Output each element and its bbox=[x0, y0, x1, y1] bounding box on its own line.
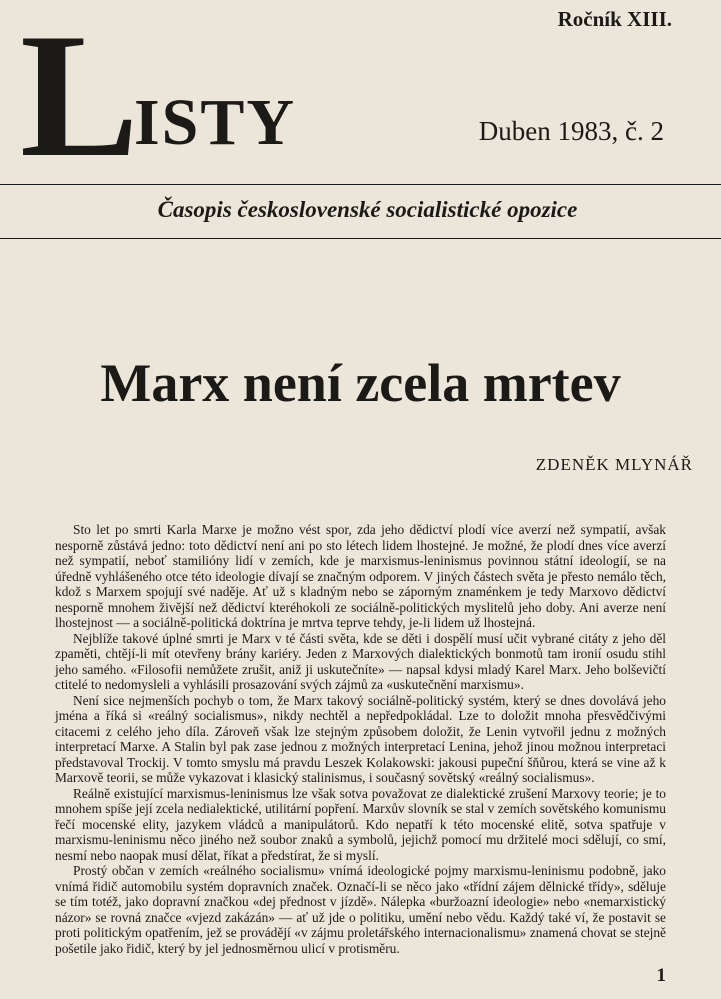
divider-top bbox=[0, 184, 721, 185]
paragraph: Není sice nejmenších pochyb o tom, že Marx takový sociálně-politický systém, který se dnes dovolává jeho jména a říká si «reálný socialismus», nikdy nechtěl a nepředpokládal. Lze to doložit mnoha přesvědčivými citacemi z celého jeho díla. Zároveň však lze stejným způsobem doložit, že Lenin vytvořil jednu z možných interpretací Marxe. A Stalin byl pak zase jednou z možných interpretací Lenina, jehož jinou možnou interpretaci představoval Trockij. V tomto smyslu má pravdu Leszek Kolakowski: jakousi pupeční šňůrou, která se vine až k Marxově teorii, se může vykazovat i klasický stalinismus, i současný sovětský «reálný socialismus». bbox=[55, 692, 666, 785]
masthead-initial: L bbox=[20, 0, 135, 194]
paragraph: Sto let po smrti Karla Marxe je možno vést spor, zda jeho dědictví plodí více averzí než sympatií, avšak nesporně zůstává jedno: toto dědictví není ani po sto létech lidem lhostejné. Je možné, že plodí dnes více averzí než sympatií, neboť stamilióny lidí v zemích, kde je marxismus-leninismus povinnou státní ideologií, se na úředně vyhlášeného otce této ideologie dívají se značným odporem. V jiných částech světa je přesto nemálo těch, kdož s Marxem spojují své naděje. Ať už s kladným nebo se záporným znaménkem je tedy Marxovo dědictví nesporně mnohem živější než dědictví kteréhokoli ze sociálně-politických myslitelů jeho doby. Ani averze není lhostejnost — a sociálně-politická doktrína je mrtva teprve tehdy, je-li lidem už lhostejná. bbox=[55, 522, 666, 630]
page-number: 1 bbox=[656, 965, 666, 986]
masthead-title: ISTY bbox=[134, 86, 297, 159]
paragraph: Reálně existující marxismus-leninismus lze však sotva považovat ze dialektické zrušení Marxovy teorie; je to mnohem spíše její zcela nedialektické, utilitární popření. Marxův slovník se stal v zemích sovětského komunismu řečí mocenské elity, jazykem vládců a manipulátorů. Kdo nepatří k této mocenské elitě, sotva spatřuje v marxismu-leninismu něco jiného než soubor znaků a symbolů, jejichž pomocí mu držitelé moci sdělují, co smí, nesmí nebo naopak musí dělat, říkat a předstírat, že si myslí. bbox=[55, 785, 666, 863]
volume-label: Ročník XIII. bbox=[557, 7, 672, 31]
article-author: ZDENĚK MLYNÁŘ bbox=[535, 455, 693, 474]
paragraph: Nejblíže takové úplné smrti je Marx v té části světa, kde se děti i dospělí musí učit vybrané citáty z jeho děl zpaměti, chtějí-li mít otevřeny brány kariéry. Jeden z Marxových dialektických bonmotů tam ironií osudu stihl jeho samého. «Filosofii nemůžete zrušit, aniž ji uskutečníte» — napsal kdysi mladý Karel Marx. Jeho bolševičtí ctitelé to nedomysleli a vyhlásili prosazování svých zájmů za «uskutečnění marxismu». bbox=[55, 630, 666, 692]
journal-subtitle: Časopis československé socialistické opozice bbox=[157, 197, 578, 222]
paragraph: Prostý občan v zemích «reálného socialismu» vnímá ideologické pojmy marxismu-leninismu podobně, jako vnímá řidič automobilu systém dopravních značek. Označí-li se něco jako «třídní zájem dělnické třídy», sděluje se tím totéž, jako dopravní značkou «dej přednost v jízdě». Nálepka «buržoazní ideologie» nebo «nemarxistický názor» se rovná značce «vjezd zakázán» — ať už jde o politiku, umění nebo vědu. Každý také ví, že postavit se proti politickým opatřením, jež se provádějí «v zájmu proletářského internacionalismu» znamená chovat se stejně pošetile jako řidič, který by jel jednosměrnou ulicí v protisměru. bbox=[55, 863, 666, 956]
article-body bbox=[55, 522, 666, 956]
divider-bottom bbox=[0, 238, 721, 239]
article-title: Marx není zcela mrtev bbox=[100, 353, 621, 413]
issue-date: Duben 1983, č. 2 bbox=[478, 116, 664, 146]
